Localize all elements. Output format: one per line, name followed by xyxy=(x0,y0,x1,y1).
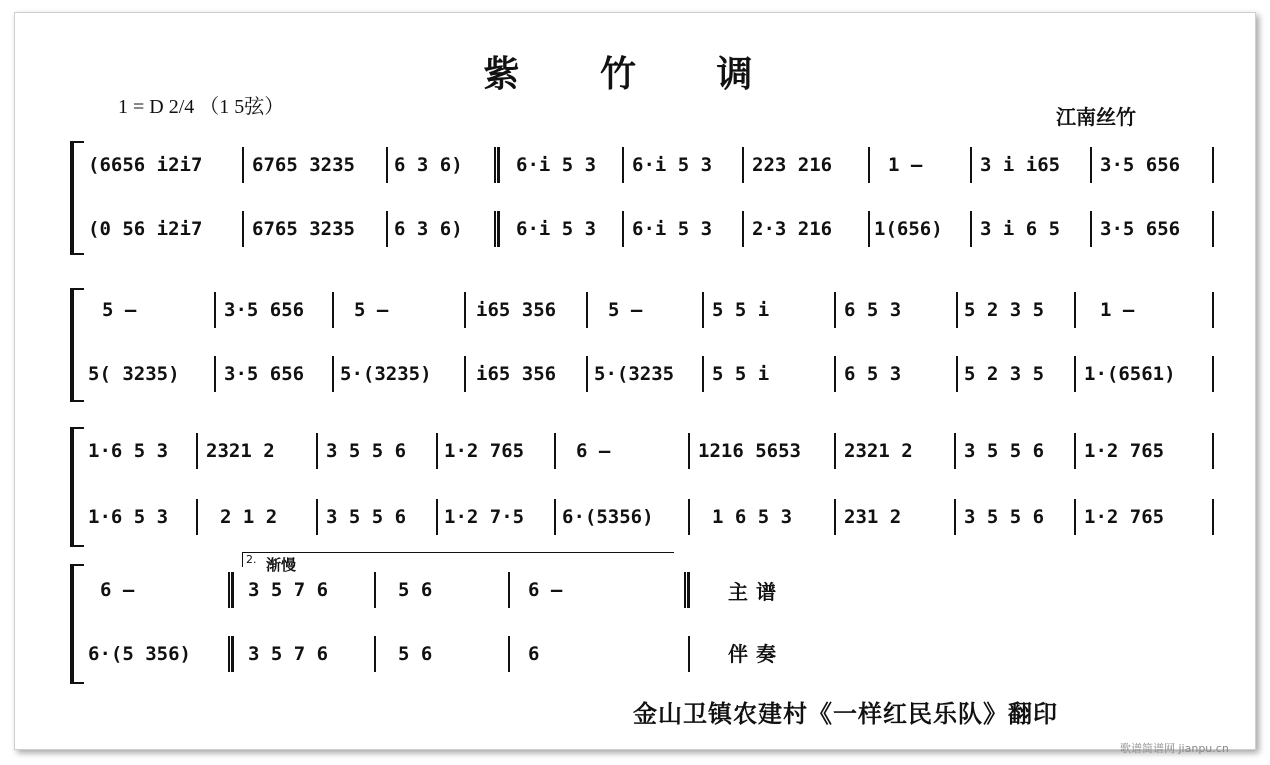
measure: 6 3 6) xyxy=(394,154,463,176)
measure: 1(656) xyxy=(874,218,943,240)
accomp-part-label: 伴奏 xyxy=(728,642,784,666)
measure: 231 2 xyxy=(844,506,902,528)
measure: 3 i 6 5 xyxy=(980,218,1061,240)
measure: (0 56 i2i7 xyxy=(88,218,203,240)
measure: 223 216 xyxy=(752,154,833,176)
measure: 5( 3235) xyxy=(88,363,180,385)
measure: 6·i 5 3 xyxy=(632,218,713,240)
measure: 3 5 5 6 xyxy=(326,440,407,462)
measure: 1 – xyxy=(888,154,923,176)
measure: i65 356 xyxy=(476,363,557,385)
measure: 6 xyxy=(528,643,540,665)
measure: 6 5 3 xyxy=(844,299,902,321)
measure: 3·5 656 xyxy=(1100,218,1181,240)
measure: 1·2 765 xyxy=(444,440,525,462)
system-2 xyxy=(70,282,1225,402)
measure: 3 5 7 6 xyxy=(248,643,329,665)
measure: 6 3 6) xyxy=(394,218,463,240)
watermark: 歌谱简谱网 jianpu.cn xyxy=(1120,742,1229,755)
measure: 2321 2 xyxy=(844,440,913,462)
measure: 6 – xyxy=(100,579,135,601)
measure: (6656 i2i7 xyxy=(88,154,203,176)
accomp-part-line xyxy=(88,354,1225,394)
tempo-mark: 渐慢 xyxy=(266,556,297,574)
measure: i65 356 xyxy=(476,299,557,321)
measure: 1 – xyxy=(1100,299,1135,321)
measure: 3·5 656 xyxy=(224,299,305,321)
measure: 1·6 5 3 xyxy=(88,506,169,528)
main-part-line xyxy=(88,570,1225,610)
measure: 5 6 xyxy=(398,579,433,601)
measure: 5 – xyxy=(608,299,643,321)
measure: 3 i i65 xyxy=(980,154,1061,176)
measure: 3 5 5 6 xyxy=(964,506,1045,528)
measure: 5 2 3 5 xyxy=(964,299,1045,321)
measure: 3 5 7 6 xyxy=(248,579,329,601)
measure: 1·2 765 xyxy=(1084,506,1165,528)
measure: 1·6 5 3 xyxy=(88,440,169,462)
measure: 1·2 765 xyxy=(1084,440,1165,462)
measure: 2·3 216 xyxy=(752,218,833,240)
measure: 5 – xyxy=(354,299,389,321)
measure: 2321 2 xyxy=(206,440,275,462)
measure: 5 5 i xyxy=(712,363,770,385)
measure: 6765 3235 xyxy=(252,218,355,240)
measure: 5 – xyxy=(102,299,137,321)
measure: 6·i 5 3 xyxy=(632,154,713,176)
main-part-line xyxy=(88,145,1225,185)
accomp-part-line xyxy=(88,634,1225,674)
key-signature: 1 = D 2/4 （1 5弦） xyxy=(118,96,285,118)
measure: 1·2 7·5 xyxy=(444,506,525,528)
measure: 1 6 5 3 xyxy=(712,506,793,528)
measure: 6 – xyxy=(528,579,563,601)
measure: 5·(3235 xyxy=(594,363,675,385)
system-3 xyxy=(70,425,1225,545)
measure: 1216 5653 xyxy=(698,440,801,462)
system-1 xyxy=(70,135,1225,255)
measure: 5 5 i xyxy=(712,299,770,321)
measure: 6·(5356) xyxy=(562,506,654,528)
system-4 xyxy=(70,553,1225,683)
measure: 5 2 3 5 xyxy=(964,363,1045,385)
main-part-line xyxy=(88,431,1225,471)
measure: 3 5 5 6 xyxy=(326,506,407,528)
accomp-part-line xyxy=(88,209,1225,249)
system-brace xyxy=(70,564,84,684)
footer-credit: 金山卫镇农建村《一样红民乐队》翻印 xyxy=(633,700,1058,728)
measure: 6 – xyxy=(576,440,611,462)
system-brace xyxy=(70,427,84,547)
measure: 3 5 5 6 xyxy=(964,440,1045,462)
measure: 3·5 656 xyxy=(1100,154,1181,176)
system-brace xyxy=(70,288,84,402)
measure: 6·i 5 3 xyxy=(516,218,597,240)
volta-bracket xyxy=(242,552,674,567)
main-part-label: 主谱 xyxy=(728,580,784,604)
measure: 6·(5 356) xyxy=(88,643,191,665)
origin-label: 江南丝竹 xyxy=(1056,105,1136,129)
page-title: 紫 竹 调 xyxy=(483,53,787,95)
measure: 6 5 3 xyxy=(844,363,902,385)
measure: 1·(6561) xyxy=(1084,363,1176,385)
main-part-line xyxy=(88,290,1225,330)
measure: 3·5 656 xyxy=(224,363,305,385)
accomp-part-line xyxy=(88,497,1225,537)
measure: 5·(3235) xyxy=(340,363,432,385)
volta-label: 2. xyxy=(246,553,257,566)
measure: 6·i 5 3 xyxy=(516,154,597,176)
measure: 2 1 2 xyxy=(220,506,278,528)
system-brace xyxy=(70,141,84,255)
measure: 6765 3235 xyxy=(252,154,355,176)
measure: 5 6 xyxy=(398,643,433,665)
